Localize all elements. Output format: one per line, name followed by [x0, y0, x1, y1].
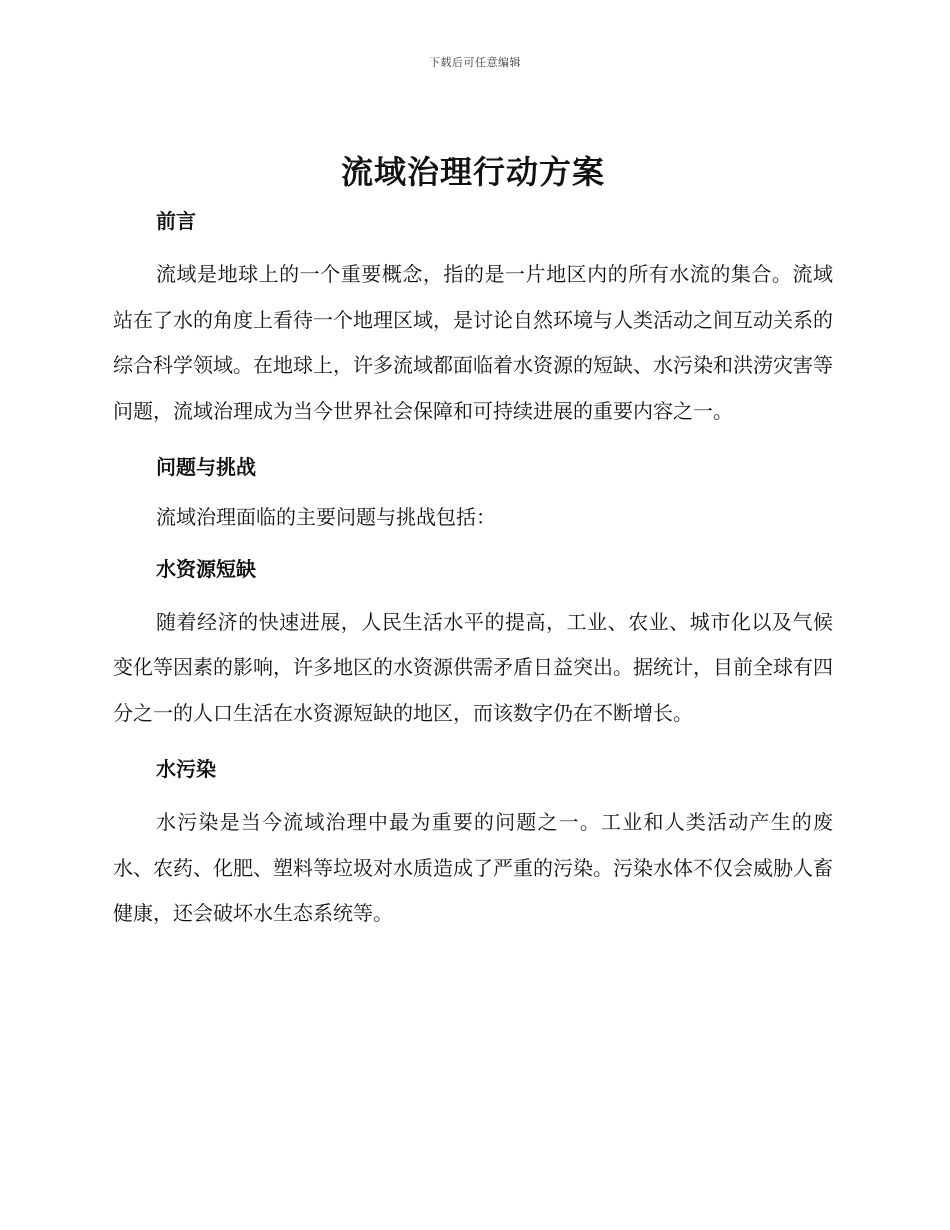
section-heading-pollution: 水污染	[156, 757, 216, 781]
paragraph-scarcity: 随着经济的快速进展，人民生活水平的提高，工业、农业、城市化以及气候变化等因素的影响，许多地区的水资源供需矛盾日益突出。据统计，目前全球有四分之一的人口生活在水资源短缺的地区，而该数字仍在不断增长。	[113, 609, 833, 725]
page-header-note: 下载后可任意编辑	[429, 56, 521, 69]
section-heading-challenges: 问题与挑战	[156, 455, 256, 479]
section-heading-scarcity: 水资源短缺	[156, 556, 256, 581]
document-body	[113, 150, 833, 937]
paragraph-preface: 流域是地球上的一个重要概念，指的是一片地区内的所有水流的集合。流域站在了水的角度上看待一个地理区域，是讨论自然环境与人类活动之间互动关系的综合科学领域。在地球上，许多流域都面临着水资源的短缺、水污染和洪涝灾害等问题，流域治理成为当今世界社会保障和可持续进展的重要内容之一。	[113, 262, 833, 423]
paragraph-challenges: 流域治理面临的主要问题与挑战包括：	[156, 505, 496, 529]
document-title: 流域治理行动方案	[340, 153, 605, 191]
paragraph-pollution: 水污染是当今流域治理中最为重要的问题之一。工业和人类活动产生的废水、农药、化肥、塑料等垃圾对水质造成了严重的污染。污染水体不仅会威胁人畜健康，还会破坏水生态系统等。	[113, 810, 833, 925]
section-heading-preface: 前言	[156, 209, 196, 233]
